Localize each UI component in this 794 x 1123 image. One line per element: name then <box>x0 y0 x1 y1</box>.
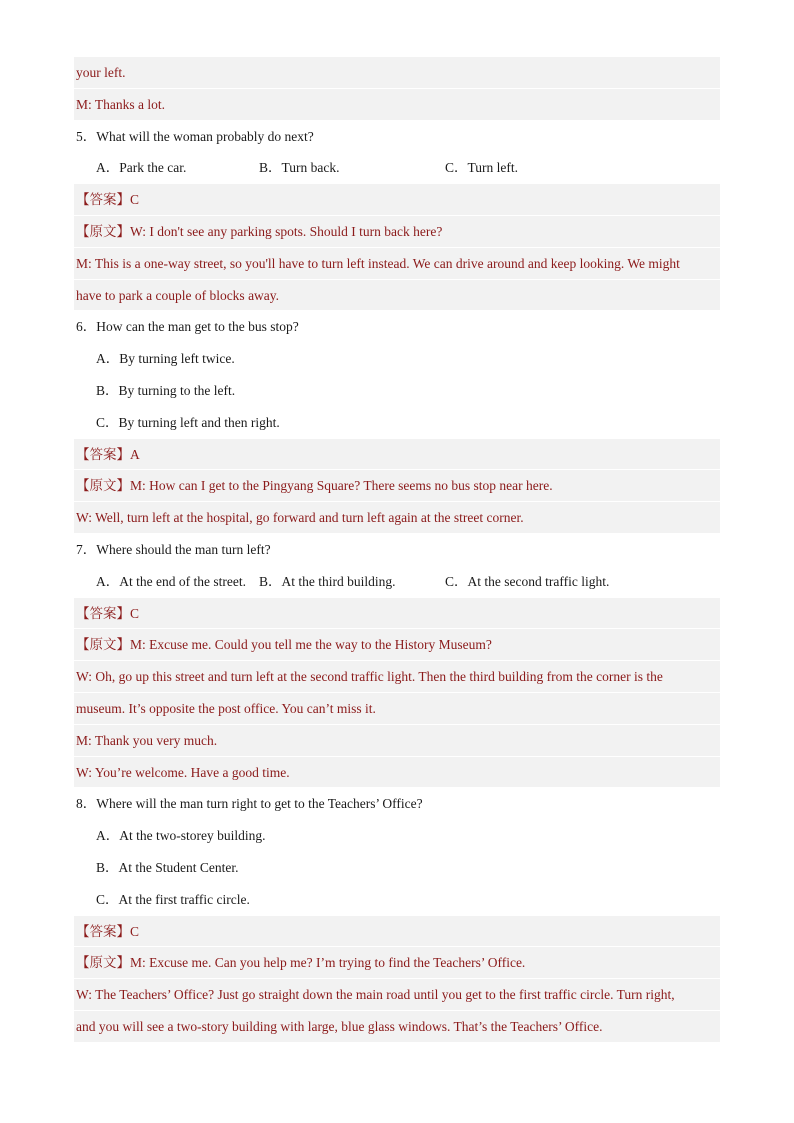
answer-line: 【答案】C <box>74 916 720 948</box>
option-c: C．By turning left and then right. <box>96 414 280 430</box>
answer-line: 【答案】A <box>74 439 720 471</box>
transcript-line: museum. It’s opposite the post office. You can’t miss it. <box>74 693 720 725</box>
transcript-line: W: You’re welcome. Have a good time. <box>74 757 720 789</box>
option-b: B．At the Student Center. <box>96 859 239 875</box>
transcript-line: W: Oh, go up this street and turn left at the second traffic light. Then the third building from the corner is the <box>74 661 720 693</box>
transcript-line: 【原文】W: I don't see any parking spots. Should I turn back here? <box>74 216 720 248</box>
transcript-line: your left. <box>74 57 720 89</box>
transcript-line: 【原文】M: Excuse me. Could you tell me the way to the History Museum? <box>74 629 720 661</box>
transcript-line: and you will see a two-story building with large, blue glass windows. That’s the Teachers’ Office. <box>74 1011 720 1043</box>
option-a: A．At the end of the street. <box>96 573 246 589</box>
option-b: B．Turn back. <box>259 160 340 176</box>
question-7: 7．Where should the man turn left? <box>76 541 271 557</box>
transcript-line: have to park a couple of blocks away. <box>74 280 720 312</box>
option-c: C．At the first traffic circle. <box>96 891 250 907</box>
option-a: A．By turning left twice. <box>96 351 235 367</box>
answer-line: 【答案】C <box>74 184 720 216</box>
transcript-line: M: Thank you very much. <box>74 725 720 757</box>
question-5-options <box>74 152 720 184</box>
transcript-line: 【原文】M: Excuse me. Can you help me? I’m trying to find the Teachers’ Office. <box>74 947 720 979</box>
option-b: B．At the third building. <box>259 573 396 589</box>
transcript-line: M: This is a one-way street, so you'll have to turn left instead. We can drive around and keep looking. We might <box>74 248 720 280</box>
transcript-line: W: Well, turn left at the hospital, go forward and turn left again at the street corner. <box>74 502 720 534</box>
option-a: A．At the two-storey building. <box>96 828 266 844</box>
answer-line: 【答案】C <box>74 598 720 630</box>
option-c: C．Turn left. <box>445 160 519 176</box>
question-7-options <box>74 566 720 598</box>
document-page <box>74 57 720 1043</box>
transcript-line: M: Thanks a lot. <box>74 89 720 121</box>
question-8: 8．Where will the man turn right to get to the Teachers’ Office? <box>76 796 423 812</box>
transcript-line: 【原文】M: How can I get to the Pingyang Square? There seems no bus stop near here. <box>74 470 720 502</box>
question-6: 6．How can the man get to the bus stop? <box>76 319 299 335</box>
question-5: 5．What will the woman probably do next? <box>76 128 314 144</box>
option-a: A．Park the car. <box>96 160 187 176</box>
option-b: B．By turning to the left. <box>96 382 236 398</box>
option-c: C．At the second traffic light. <box>445 573 610 589</box>
transcript-line: W: The Teachers’ Office? Just go straight down the main road until you get to the first traffic circle. Turn right, <box>74 979 720 1011</box>
